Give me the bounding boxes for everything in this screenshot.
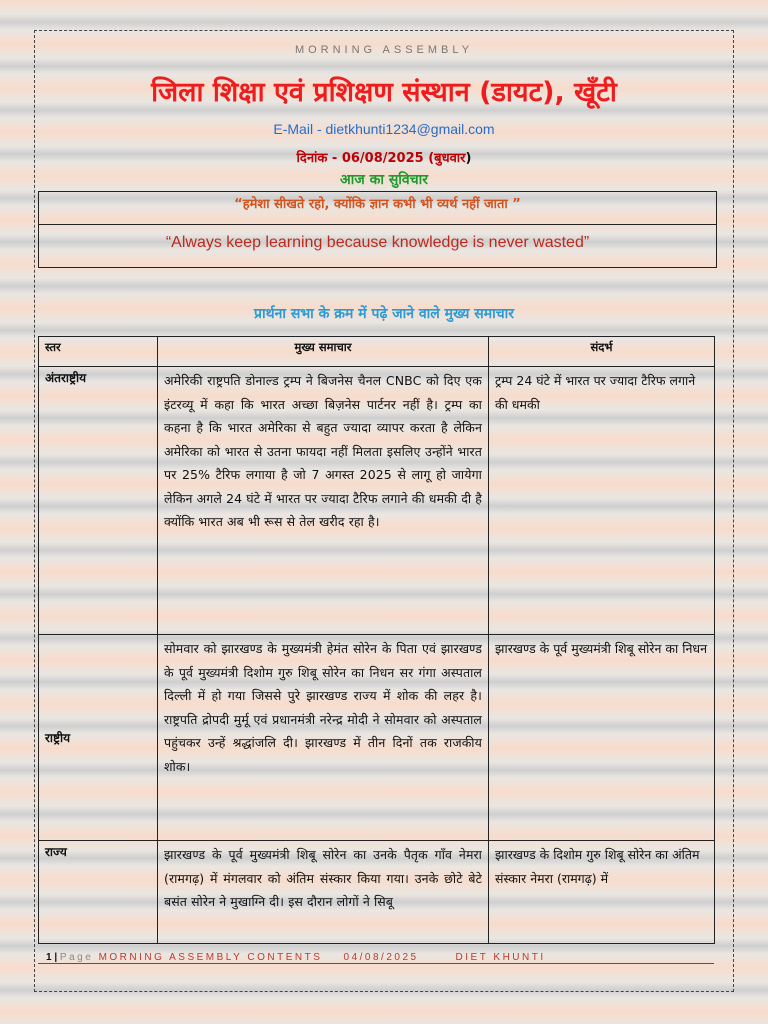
news-cell: सोमवार को झारखण्ड के मुख्यमंत्री हेमंत सोरेन के पिता एवं झारखण्ड के पूर्व मुख्यमंत्री दिशोम गुरु शिबू सोरेन का निधन सर गंगा अस्पताल दिल्ली में हो गया जिससे पुरे झारखण्ड राज्य में शोक की लहर है। राष्ट्रपति द्रोपदी मुर्मू एवं प्रधानमंत्री नरेन्द्र मोदी ने सोमवार को अस्पताल पहुंचकर उन्हें श्रद्धांजलि दी। झारखण्ड में तीन दिनों तक राजकीय शोक। (158, 635, 489, 841)
date-line (0, 148, 768, 166)
level-cell: अंतराष्ट्रीय (39, 367, 158, 635)
email-line: E-Mail - dietkhunti1234@gmail.com (273, 121, 495, 137)
footer-date: 04/08/2025 (343, 952, 419, 963)
quote-english: “Always keep learning because knowledge is never wasted” (165, 234, 590, 251)
date-paren: ) (465, 151, 472, 166)
page-word: Page (59, 952, 99, 963)
table-row (39, 367, 715, 635)
table-row (39, 841, 715, 944)
news-heading: प्रार्थना सभा के क्रम में पढ़े जाने वाले मुख्य समाचार (254, 306, 514, 322)
table-row (39, 635, 715, 841)
quote-box (38, 191, 717, 268)
page-footer (46, 952, 726, 963)
reference-cell: झारखण्ड के दिशोम गुरु शिबू सोरेन का अंतिम संस्कार नेमरा (रामगढ़) में (489, 841, 715, 944)
news-cell: अमेरिकी राष्ट्रपति डोनाल्ड ट्रम्प ने बिजनेस चैनल CNBC को दिए एक इंटरव्यू में कहा कि भारत अच्छा बिज़नेस पार्टनर नहीं है। ट्रम्प का कहना है कि भारत अमेरिका से बहुत ज्यादा व्यापर करता है लेकिन अमेरिका को भारत से उतना फायदा नहीं मिलता इसलिए उन्होंने भारत पर 25% टैरिफ लगाया है जो 7 अगस्त 2025 से लागू हो जायेगा लेकिन अगले 24 घंटे में भारत पर ज्यादा टैरिफ लगाने की धमकी दी है क्योंकि भारत अब भी रूस से तेल खरीद रहा है। (158, 367, 489, 635)
footer-org: DIET KHUNTI (455, 952, 546, 963)
news-table (38, 336, 715, 944)
quote-hindi: “हमेशा सीखते रहो, क्योंकि ज्ञान कभी भी व्यर्थ नहीं जाता ” (39, 192, 716, 225)
footer-contents: MORNING ASSEMBLY CONTENTS (98, 952, 323, 963)
page-separator: | (51, 952, 60, 963)
column-header-reference: संदर्भ (489, 337, 715, 367)
table-header-row (39, 337, 715, 367)
column-header-news: मुख्य समाचार (158, 337, 489, 367)
footer-divider (38, 963, 714, 964)
date-text: दिनांक - 06/08/2025 (बुधवार (296, 151, 466, 166)
news-cell-text: झारखण्ड के पूर्व मुख्यमंत्री शिबू सोरेन का उनके पैतृक गाँव नेमरा (रामगढ़) में मंगलवार को अंतिम संस्कार किया गया। उनके छोटे बेटे बसंत सोरेन ने मुखाग्नि दी। इस दौरान लोगों ने सिबू (164, 847, 482, 909)
column-header-level: स्तर (39, 337, 158, 367)
reference-cell: ट्रम्प 24 घंटे में भारत पर ज्यादा टैरिफ लगाने की धमकी (489, 367, 715, 635)
news-cell (158, 841, 489, 944)
level-cell: राज्य (39, 841, 158, 944)
header-top-label: MORNING ASSEMBLY (294, 44, 474, 56)
level-cell: राष्ट्रीय (39, 635, 158, 841)
page-title: जिला शिक्षा एवं प्रशिक्षण संस्थान (डायट), खूँटी (151, 77, 617, 108)
page-number: 1 (46, 952, 52, 963)
reference-cell: झारखण्ड के पूर्व मुख्यमंत्री शिबू सोरेन का निधन (489, 635, 715, 841)
thought-heading: आज का सुविचार (340, 172, 428, 188)
